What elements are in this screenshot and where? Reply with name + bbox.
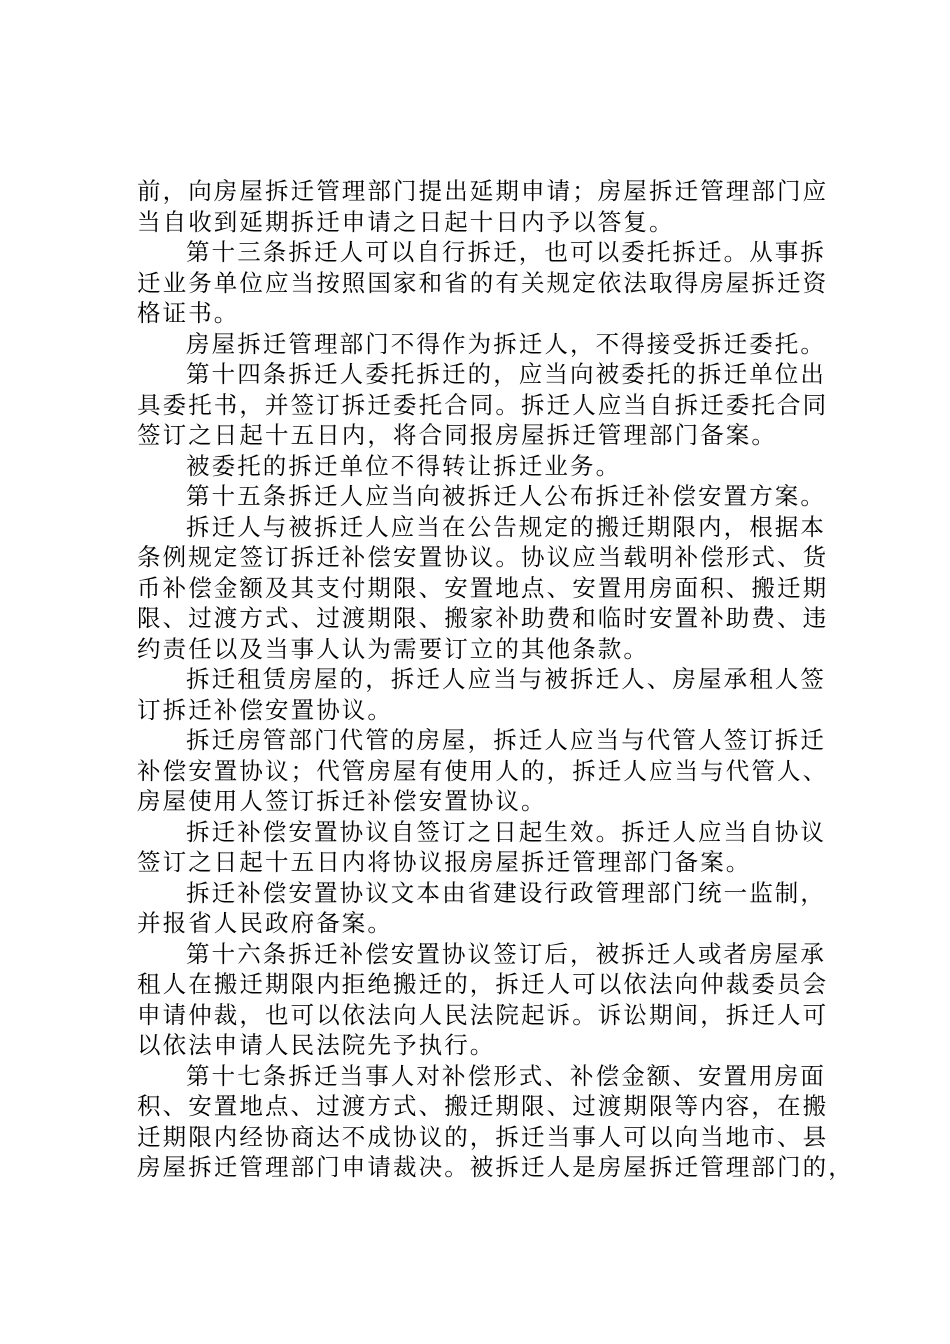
paragraph-first-line: 拆迁人与被拆迁人应当在公告规定的搬迁期限内，根据本 xyxy=(186,512,826,541)
paragraph-line: 条例规定签订拆迁补偿安置协议。协议应当载明补偿形式、货 xyxy=(137,543,829,571)
paragraph-line: 前，向房屋拆迁管理部门提出延期申请；房屋拆迁管理部门应 xyxy=(137,177,829,205)
paragraph-first-line: 拆迁租赁房屋的，拆迁人应当与被拆迁人、房屋承租人签 xyxy=(186,665,826,693)
paragraph-line: 当自收到延期拆迁申请之日起十日内予以答复。 xyxy=(137,207,675,236)
paragraph-first-line: 第十三条拆迁人可以自行拆迁，也可以委托拆迁。从事拆 xyxy=(186,238,826,266)
paragraph-first-line: 被委托的拆迁单位不得转让拆迁业务。 xyxy=(186,451,622,480)
paragraph-line: 签订之日起十五日内将协议报房屋拆迁管理部门备案。 xyxy=(137,848,752,876)
paragraph-line: 约责任以及当事人认为需要订立的其他条款。 xyxy=(137,634,649,663)
paragraph-line: 具委托书，并签订拆迁委托合同。拆迁人应当自拆迁委托合同 xyxy=(137,390,829,419)
paragraph-first-line: 第十四条拆迁人委托拆迁的，应当向被委托的拆迁单位出 xyxy=(186,360,826,388)
paragraph-line: 以依法申请人民法院先予执行。 xyxy=(137,1031,496,1059)
paragraph-line: 房屋拆迁管理部门申请裁决。被拆迁人是房屋拆迁管理部门的， xyxy=(137,1153,854,1181)
paragraph-line: 租人在搬迁期限内拒绝搬迁的，拆迁人可以依法向仲裁委员会 xyxy=(137,970,829,998)
paragraph-line: 格证书。 xyxy=(137,299,240,327)
paragraph-first-line: 第十六条拆迁补偿安置协议签订后，被拆迁人或者房屋承 xyxy=(186,939,826,968)
paragraph-line: 迁业务单位应当按照国家和省的有关规定依法取得房屋拆迁资 xyxy=(137,268,829,297)
paragraph-line: 限、过渡方式、过渡期限、搬家补助费和临时安置补助费、违 xyxy=(137,604,829,632)
paragraph-line: 并报省人民政府备案。 xyxy=(137,909,393,937)
paragraph-first-line: 房屋拆迁管理部门不得作为拆迁人，不得接受拆迁委托。 xyxy=(186,329,826,358)
paragraph-first-line: 拆迁补偿安置协议文本由省建设行政管理部门统一监制， xyxy=(186,878,826,907)
paragraph-first-line: 拆迁补偿安置协议自签订之日起生效。拆迁人应当自协议 xyxy=(186,817,826,846)
paragraph-first-line: 第十七条拆迁当事人对补偿形式、补偿金额、安置用房面 xyxy=(186,1061,826,1090)
paragraph-line: 房屋使用人签订拆迁补偿安置协议。 xyxy=(137,787,547,815)
paragraph-first-line: 拆迁房管部门代管的房屋，拆迁人应当与代管人签订拆迁 xyxy=(186,726,826,754)
paragraph-line: 补偿安置协议；代管房屋有使用人的，拆迁人应当与代管人、 xyxy=(137,756,829,785)
paragraph-line: 币补偿金额及其支付期限、安置地点、安置用房面积、搬迁期 xyxy=(137,573,829,602)
paragraph-line: 迁期限内经协商达不成协议的，拆迁当事人可以向当地市、县 xyxy=(137,1122,829,1151)
paragraph-line: 申请仲裁，也可以依法向人民法院起诉。诉讼期间，拆迁人可 xyxy=(137,1000,829,1029)
paragraph-line: 签订之日起十五日内，将合同报房屋拆迁管理部门备案。 xyxy=(137,421,777,449)
paragraph-line: 积、安置地点、过渡方式、搬迁期限、过渡期限等内容，在搬 xyxy=(137,1092,829,1120)
document-body xyxy=(137,176,854,1183)
paragraph-line: 订拆迁补偿安置协议。 xyxy=(137,695,393,724)
paragraph-first-line: 第十五条拆迁人应当向被拆迁人公布拆迁补偿安置方案。 xyxy=(186,482,826,510)
